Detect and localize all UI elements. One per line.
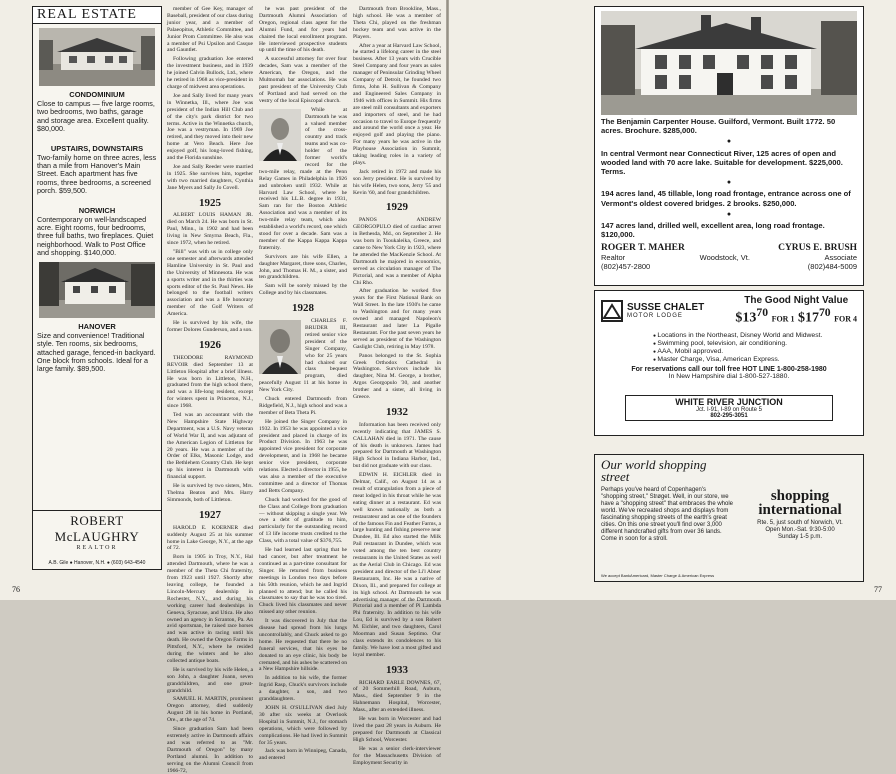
listing-heading: HANOVER (78, 321, 116, 331)
store-hours: Open Mon.-Sat. 9:30-5:00 (765, 527, 835, 533)
paragraph: SAMUEL H. MARTIN, prominent Oregon attorney, died suddenly August 28 in his home in Portland, Ore., at the age of 74. (167, 696, 253, 724)
realtor-role: Realtor (601, 253, 626, 263)
bullet-separator: ● (726, 210, 732, 218)
location-sub: Jct. I-91, I-89 on Route 5 (695, 407, 763, 413)
town: Woodstock, Vt. (699, 253, 750, 263)
class-year-heading: 1927 (199, 508, 221, 521)
realtor-brand (33, 510, 161, 551)
listing-heading: CONDOMINIUM (69, 90, 125, 99)
paragraph: A successful attorney for over four decades, Sam was a member of the American, the Oregon, and the Multnomah bar associations. He was past president of the University Club of Portland and had served on the vestry of the local Episcopal church. (259, 56, 347, 104)
hanover-photo (39, 262, 155, 318)
paragraph: He was a senior clerk-interviewer for the Massachusetts Division of Employment Security in (353, 745, 441, 766)
feature-item: ● Swimming pool, television, air conditioning. (653, 340, 863, 348)
paragraph: He had learned last spring that he had cancer, but after treatment he continued as a part-time consultant for Singer. He returned from business meetings in London two days before his 50th reunion, which he and Ingrid planned to attend; but he called his classmates to say that he was too tired. Chuck lived his classmates and never missed any other reunion. (259, 547, 347, 616)
obituary-column-2 (259, 6, 347, 762)
real-estate-ad (32, 6, 162, 570)
listing-heading: UPSTAIRS, DOWNSTAIRS (50, 143, 144, 153)
paragraph: In addition to his wife, the former Ingrid Rasp, Chuck's survivors include a daughter, a son, and two granddaughters. (259, 675, 347, 703)
realtor-name: ROBERT McLAUGHRY (54, 513, 140, 544)
paragraph: Sam will be sorely missed by the College and by his classmates. (259, 283, 347, 297)
feature-list (653, 332, 863, 365)
paragraph: After graduation he worked five years for the First National Bank on Wall Street. In the late 1930's he came to Washington and for many years owned and managed Napoleon's Restaurant and later La Pigalle Restaurant. For the past seven years he served as president of the Washington Gaslight Club, retiring in May 1978. (353, 288, 441, 350)
feature-item: ● Locations in the Northeast, Disney World and Midwest. (653, 332, 863, 340)
paragraph: He is survived by two sisters, Mrs. Thelma Beaton and Mrs. Harry Simmonds, both of Littleton. (167, 483, 253, 503)
realtor-address: A.B. Gile ● Hanover, N.H. ● (603) 643-4540 (48, 560, 146, 566)
page-number: 77 (874, 585, 882, 594)
obituary-column-3 (353, 6, 441, 766)
price-2-cents: 70 (818, 306, 831, 319)
paragraph: Jack was born in Winnipeg, Canada, and entered (259, 748, 347, 762)
property-caption: The Benjamin Carpenter House. Guilford, Vermont. Built 1772. 50 acres. Brochure. $285,000. (601, 117, 836, 136)
listing-text: Close to campus — five large rooms, two bedrooms, two baths, garage and storage area. Excellent quality. $80,000. (37, 99, 155, 134)
class-year-heading: 1933 (386, 663, 408, 676)
store-name: shopping international (758, 488, 842, 518)
property-caption: In central Vermont near Connecticut River, 125 acres of open and wooded land with 70 acre lake. Suitable for development. $225,000. Terms. (601, 148, 843, 177)
store-hours-sunday: Sunday 1-5 p.m. (777, 534, 823, 540)
bullet-separator: ● (726, 138, 732, 146)
paragraph: PANOS ANDREW GEORGOPULO died of cardiac arrest in Bethesda, Md., on September 2. He was born in Tsoukaleika, Greece, and came to New York City in 1923, where he attended the MacKenzie School. At Dartmouth he majored in economics, served as circulation manager of The Pictorial, and was a member of Alpha Chi Rho. (353, 217, 441, 286)
reservation-line: For reservations call our toll free HOT LINE 1-800-258-1980 (631, 366, 827, 374)
paragraph: It was discovered in July that the disease had spread from his lungs uncontrollably, and Chuck asked to go home. He requested that there be no funeral services, that his eyes be donated to an eye clinic, his body be cremated, and his ashes be scattered on a New Hampshire hillside. (259, 618, 347, 673)
property-caption: 147 acres land, drilled well, excellent area, long road frontage. $120,000. (601, 221, 825, 240)
paragraph: Joe and Sally lived for many years in Winnetka, Ill., where Joe was president of the Indian Hill Club and of the city's park district for two terms. Active in the Winnetka church, Joe was a vestryman. In 1969 Joe retired, and they moved into their new home at Vero Beach. Here Joe enjoyed golf, his long-loved fishing, and the Florida sunshine. (167, 92, 253, 162)
bullet-separator: ● (726, 179, 732, 187)
paragraph: JOHN H. O'SULLIVAN died July 30 after six weeks at Overlook Hospital in Summit, N.J., for stomach operations, which were followed by complications. He had lived in Summit for 35 years. (259, 705, 347, 746)
paragraph: He joined the Singer Company in 1932. In 1953 he was appointed a vice president and placed in charge of its Product Division. In 1963 he was appointed vice president for corporate development, and in 1968 he became senior vice president, corporate relations. Elected a director in 1955, he was also a member of the executive committee and a director of Thomas and Betts Company. (259, 418, 347, 494)
class-year-heading: 1932 (386, 405, 408, 418)
paragraph: Dartmouth from Brookline, Mass., high school. He was a member of Theta Chi, played on the freshman hockey team and was active in the Players. (353, 6, 441, 40)
script-title: Our world shopping street (601, 457, 707, 484)
paragraph: Following graduation Joe entered the investment business, and in 1939 he joined Calvin Bullock, Ltd., where he retired in 1968 as vice-president in charge of midwest area operations. (167, 56, 253, 90)
paragraph: member of Gee Key, manager of Baseball, president of our class during junior year, and a member of Palaeopitus, Athletic Committee, and Junior Prom Committee. He also was a member of Psi Upsilon and Casque and Gauntlet. (167, 6, 253, 54)
paragraph: RICHARD EARLE DOWNES, 67, of 20 Sommerhill Road, Auburn, Mass., died September 9 in the Hahnemann Hospital, Worcester, Mass., after an extended illness. (353, 679, 441, 714)
shopping-international-ad (594, 454, 864, 582)
paragraph: Chuck had worked for the good of the Class and College from graduation — without skipping a single year. We owe a debt of gratitude to him, particularly for the outstanding record of 13 life income trusts credited to the Class, with a total value of $376,755. (259, 496, 347, 545)
ad-body: Perhaps you've heard of Copenhagen's "shopping street," Strøget. Well, in our store, we have a "shopping street" that embraces the whole world. We've recreated shops and displays from fascinating shopping streets of the earth's great cities. On this one street you'll find over 3,000 different handcrafted gifts from over 36 lands. Come in soon for a stroll. (601, 487, 734, 542)
class-year-heading: 1929 (386, 201, 408, 214)
paragraph: EDWIN H. EICHLER died in Delmar, Calif., on August 14 as a result of strangulation from a piece of meat lodged in his throat while he was eating dinner at a restaurant. Ed was well known nationally as both a restaurateur and as one of the founders of the famous Fin and Feather Farms, a large hunting and fishing preserve near Dundee, Ill. Ed also started the Milk Pail restaurant in Dundee, which was voted among the ten best country restaurants in the United States as well as the Aerial Club in Chicago. Ed was president and director of the Li'l Abner Restaurants, Inc. He was a native of Dixon, Ill., and prepared for college at its high school. At Dartmouth he was advertising manager of the Dartmouth Pictorial and a member of Pi Lambda Phi fraternity. In addition to his wife Lou, Ed is survived by a son Robert M. Eichler, and two daughters, Carol Moorman and Susan Septimo. Our class extends its condolences to his family. We have lost a most gifted and loyal member. (353, 472, 441, 658)
listing-text: Two-family home on three acres, less than a mile from Hanover's Main Street. Each apartment has five rooms, three bedrooms, a screened porch. $59,500. (37, 152, 157, 196)
price-2-label: FOR 4 (834, 314, 857, 324)
paragraph: "Bill" was with us in college only one semester and afterwards attended Hamline University in St. Paul and the University of Minnesota. He was a sports writer and in the thirties was sports editor of the St. Paul News. He belonged to the football writers association and was a life honorary member of the Golf Writers of America. (167, 249, 253, 318)
paragraph: He is survived by his wife Helen, a son John, a daughter Joann, seven grandchildren, and one great-grandchild. (167, 666, 253, 694)
carpenter-house-photo (601, 11, 857, 115)
associate-phone: (802)484-5009 (807, 262, 857, 272)
paragraph: Joe and Sally Reeder were married in 1925. She survives him, together with two married daughters, Cynthia Jane Myers and Sally Jo Covell. (167, 163, 253, 191)
susse-chalet-ad (594, 290, 864, 436)
chalet-logo-icon (601, 300, 623, 322)
left-page (0, 0, 446, 774)
realtor-phone: (802)457-2800 (601, 262, 651, 272)
class-year-heading: 1925 (199, 196, 221, 209)
paragraph: Survivors are his wife Ellen, a daughter Margaret, three sons, Charles, John, and Thomas H. M., a sister, and ten grandchildren. (259, 253, 347, 281)
portrait-photo (259, 109, 301, 161)
cards-accepted: We accept BankAmericard, Master Charge & American Express (601, 573, 715, 578)
paragraph: He is survived by his wife, the former Dolores Gunderson, and a son. (167, 320, 253, 333)
paragraph: he was past president of the Dartmouth Alumni Association of Oregon, regional class agent for the Alumni Fund, and for years had chaired the local enrollment program. He interviewed prospective students up until the time of his death. (259, 6, 347, 54)
listing-text: Size and convenience! Traditional style. Ten rooms, six bedrooms, attached garage, fenced-in backyard. One block from schools. Ideal for a large family. $89,500. (37, 330, 156, 374)
headline: The Good Night Value (744, 295, 849, 306)
paragraph: Ted was an accountant with the New Hampshire State Highway Department, was a U.S. Navy veteran of World War II, and was adjutant of the American Legion of Littleton for 20 years. He was a member of the Order of Elks, Masonic Lodge, and the Bethlehem Country Club. He kept up his interest in Dartmouth with financial support. (167, 412, 253, 481)
feature-item: ● AAA, Mobil approved. (653, 348, 863, 356)
store-address: Rte. 5, just south of Norwich, Vt. (757, 520, 843, 526)
brand-sub: MOTOR LODGE (627, 312, 683, 319)
paragraph: Information has been received only recently indicating that JAMES S. CALLAHAN died in 1971. The cause of his death is unknown. James had prepared for Dartmouth at Washington High School in Indiana Harbor, Ind., but did not graduate with our class. (353, 421, 441, 470)
paragraph: THEODORE RAYMOND REVOIR died September 13 at Littleton Hospital after a brief illness. He was born in Littleton, N.H., graduated from the high school there, and was a life-long resident, except for winters spent in Princeton, N.J., since 1968. (167, 354, 253, 410)
paragraph: He was born in Worcester and had lived the past 28 years in Auburn. He prepared for Dartmouth at Classical High School, Worcester. (353, 716, 441, 743)
location-box (625, 395, 833, 421)
property-caption: 194 acres land, 45 tillable, long road frontage, entrance across one of Vermont's oldest covered bridges. 2 brooks. $250,000. (601, 189, 851, 208)
paragraph: HAROLD E. KOERNER died suddenly August 25 at his summer home in Lake George, N.Y., at the age of 72. (167, 524, 253, 552)
location-title: WHITE RIVER JUNCTION (675, 397, 783, 407)
price-1-cents: 70 (756, 306, 769, 319)
price-1-label: FOR 1 (771, 314, 795, 324)
paragraph: ALBERT LOUIS HAMAN JR. died on March 24. He was born in St. Paul, Minn., in 1902 and had been living in New Smyrna Beach, Fla., since 1972, when he retired. (167, 212, 253, 247)
location-phone: 802-295-3051 (710, 413, 748, 419)
real-estate-title: REAL ESTATE (33, 7, 161, 24)
obituary-column-1 (167, 6, 253, 774)
associate-name: CYRUS E. BRUSH (778, 243, 857, 254)
associate-role: Associate (824, 253, 857, 263)
paragraph: CHARLES F. BRUDER III, retired senior vice president of the Singer Company, who for 25 years had chaired our class bequest program, died peacefully August 11 at his home in New York City. (259, 318, 347, 394)
reservation-nh-line: In New Hampshire dial 1-800-527-1880. (668, 373, 790, 381)
paragraph: Born in 1905 in Troy, N.Y., Hal attended Dartmouth, where he was a member of the Theta Chi fraternity, from 1923 until 1927. Shortly after leaving college, he founded a Lincoln-Mercury dealership in Rochester, N.Y., and during his working career had dealerships in Geneva, Syracuse, and Utica. He also owned an agency in Scranton, Pa. An avid sportsman, he raised race horses and was active in racing until his death. He owned the Oregon Farms in Pittsford, N.Y., where he resided during the winters and he also collected antique boats. (167, 554, 253, 664)
price-1: $13 (735, 310, 757, 326)
paragraph: Jack retired in 1972 and made his son Jerry president. He is survived by his wife Helen, two sons, Jerry '55 and Kevin '60, and four grandchildren. (353, 168, 441, 196)
listing-heading: NORWICH (78, 205, 116, 215)
feature-item: ● Master Charge, Visa, American Express. (653, 356, 863, 364)
price-2: $17 (797, 310, 819, 326)
paragraph: Chuck entered Dartmouth from Ridgefield, N.J., high school and was a member of Beta Theta Pi. (259, 396, 347, 416)
class-year-heading: 1926 (199, 338, 221, 351)
condominium-photo (39, 28, 155, 86)
brand-name: SUSSE CHALET (627, 301, 705, 313)
paragraph: After a year at Harvard Law School, he started a lifelong career in the steel business. After 13 years with Crucible Steel Company and four years as sales manager of Peninsular Grinding Wheel Company of Detroit, he founded two firms, John H. Sullivan & Company and Engineered Sales Company in 1946 with offices in Summit. His firms are steel mill consultants and exporters and importers of steel, and he had occasion to travel to Europe frequently and around the world once a year. He enjoyed golf and playing the piano. For many years he was active in the Playhouse Association in Summit, taking leading roles in a variety of plays. (353, 42, 441, 166)
paragraph: Since graduation Sam had been extremely active in Dartmouth affairs and was referred to as "Mr. Dartmouth of Oregon" by many Portland alumni. In addition to serving on the Alumni Council from 1966-72, (167, 726, 253, 774)
realtor-name: ROGER T. MAHER (601, 243, 685, 254)
class-year-heading: 1928 (292, 302, 314, 315)
listing-text: Contemporary on well-landscaped acre. Eight rooms, four bedrooms, three full baths, two fireplaces. Quiet neighborhood. Walk to Post Office and shopping. $140,000. (37, 214, 154, 258)
realtor-sub: REALTOR (76, 545, 118, 551)
paragraph: While at Dartmouth he was a valued member of the cross-country and track teams and was co-holder of the former world's record for the two-mile relay, made at the Penn Relay Games in Philadelphia in 1926 and unbroken until 1932. While at Harvard Law School, where he received his LL.B. degree in 1931, Sam ran for the Boston Athletic Association and was a member of its two-mile relay team, which also established a world's record, one which stood for over a decade. Sam was a member of the Kappa Kappa Kappa fraternity. (259, 106, 347, 251)
price-line (735, 306, 857, 327)
paragraph: Panos belonged to the St. Sophia Greek Orthodox Cathedral in Washington. Survivors include his daughter, Nina M. George, a brother, Argos Georgopulo '30, and another brother and a sister, all living in Greece. (353, 352, 441, 401)
right-page (449, 0, 896, 600)
portrait-photo (259, 320, 301, 374)
maher-realty-ad (594, 6, 864, 286)
page-number: 76 (12, 585, 20, 594)
